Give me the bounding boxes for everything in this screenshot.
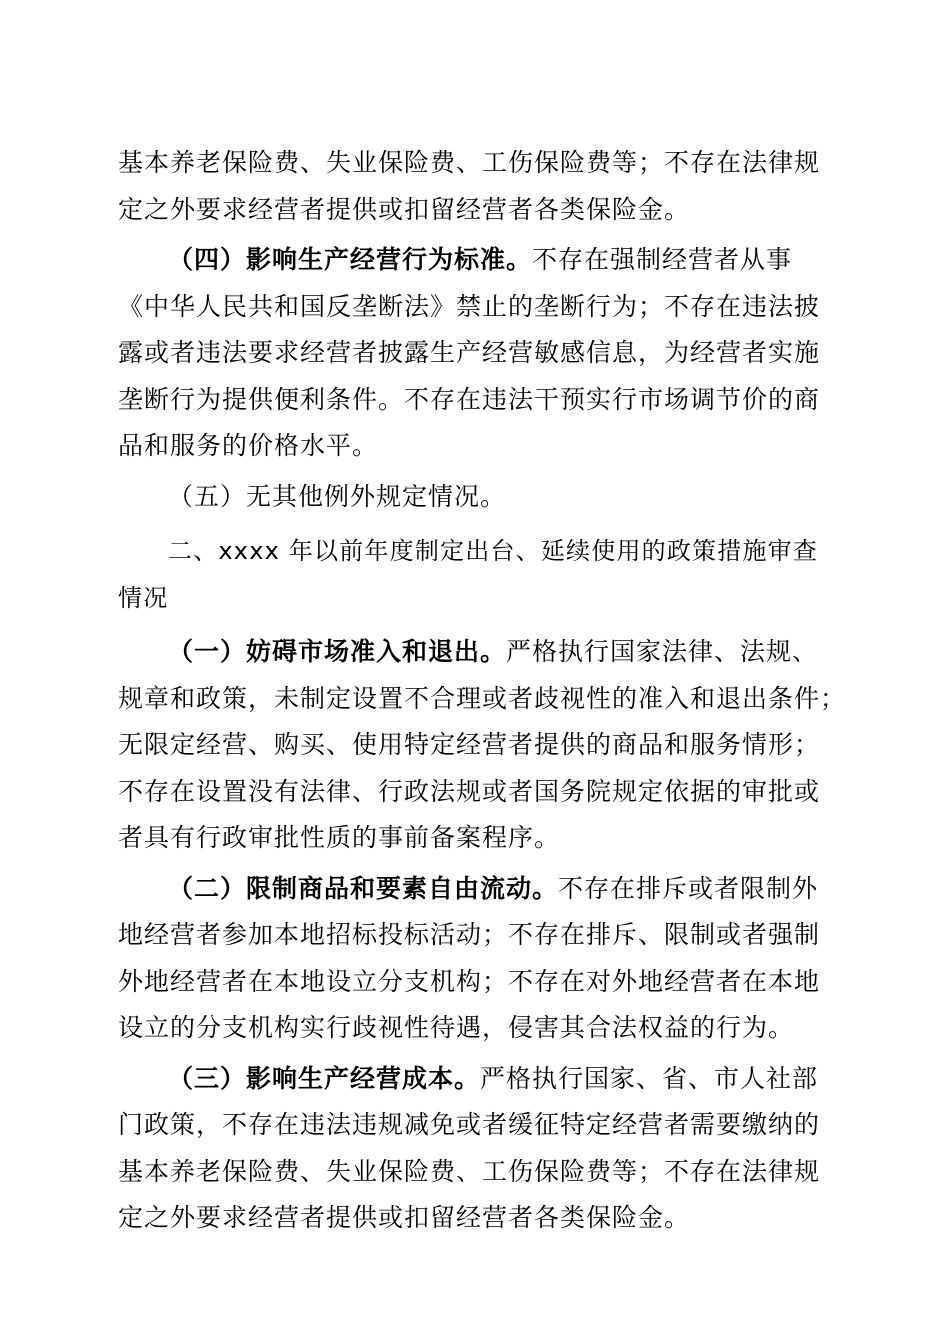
- text-line: [118, 866, 832, 913]
- paragraph-conduct-standards: [118, 237, 832, 470]
- document-page: [118, 140, 847, 1242]
- text-line: [118, 1056, 832, 1103]
- text-run: 不存在排斥或者限制外: [558, 873, 819, 903]
- text-line: 无限定经营、购买、使用特定经营者提供的商品和服务情形；: [118, 730, 821, 759]
- text-run: 严格执行国家法律、法规、: [506, 637, 819, 666]
- text-line: 者具有行政审批性质的事前备案程序。: [118, 823, 561, 852]
- text-line: 《中华人民共和国反垄断法》禁止的垄断行为；不存在违法披: [118, 291, 821, 321]
- text-line: 定之外要求经营者提供或扣留经营者各类保险金。: [118, 1203, 691, 1232]
- paragraph-lead: （二）限制商品和要素自由流动。: [168, 873, 559, 903]
- paragraph-lead: （三）影响生产经营成本。: [168, 1063, 481, 1093]
- text-line: 定之外要求经营者提供或扣留经营者各类保险金。: [118, 194, 691, 224]
- paragraph-lead: （一）妨碍市场准入和退出。: [168, 637, 507, 666]
- text-line: 基本养老保险费、失业保险费、工伤保险费等；不存在法律规: [118, 1156, 821, 1186]
- text-line: 基本养老保险费、失业保险费、工伤保险费等；不存在法律规: [118, 148, 821, 177]
- paragraph-operating-costs: [118, 1056, 832, 1242]
- text-line: （五）无其他例外规定情况。: [168, 481, 507, 511]
- section-heading: [118, 528, 832, 621]
- text-line: 垄断行为提供便利条件。不存在违法干预实行市场调节价的商: [118, 384, 821, 414]
- text-run: 不存在强制经营者从事: [532, 245, 793, 274]
- paragraph-lead: （四）影响生产经营行为标准。: [168, 245, 533, 274]
- text-line: 外地经营者在本地设立分支机构；不存在对外地经营者在本地: [118, 966, 821, 996]
- text-line: 门政策，不存在违法违规减免或者缓征特定经营者需要缴纳的: [118, 1110, 821, 1139]
- text-line: 品和服务的价格水平。: [118, 431, 379, 460]
- text-line: [118, 237, 832, 284]
- heading-line: 二、xxxx 年以前年度制定出台、延续使用的政策措施审查: [168, 537, 819, 565]
- text-line: 设立的分支机构实行歧视性待遇，侵害其合法权益的行为。: [118, 1013, 795, 1042]
- text-line: 不存在设置没有法律、行政法规或者国务院规定依据的审批或: [118, 776, 821, 806]
- paragraph-no-exceptions: [118, 474, 832, 521]
- text-line: 露或者违法要求经营者披露生产经营敏感信息，为经营者实施: [118, 338, 821, 367]
- heading-line: 情况: [118, 583, 169, 612]
- paragraph-free-flow: [118, 866, 832, 1052]
- text-line: 规章和政策，未制定设置不合理或者歧视性的准入和退出条件；: [118, 683, 847, 713]
- paragraph-insurance-continued: [118, 140, 832, 233]
- text-line: [118, 629, 832, 676]
- paragraph-market-access: [118, 629, 847, 862]
- text-line: 地经营者参加本地招标投标活动；不存在排斥、限制或者强制: [118, 920, 821, 949]
- text-run: 严格执行国家、省、市人社部: [480, 1063, 819, 1093]
